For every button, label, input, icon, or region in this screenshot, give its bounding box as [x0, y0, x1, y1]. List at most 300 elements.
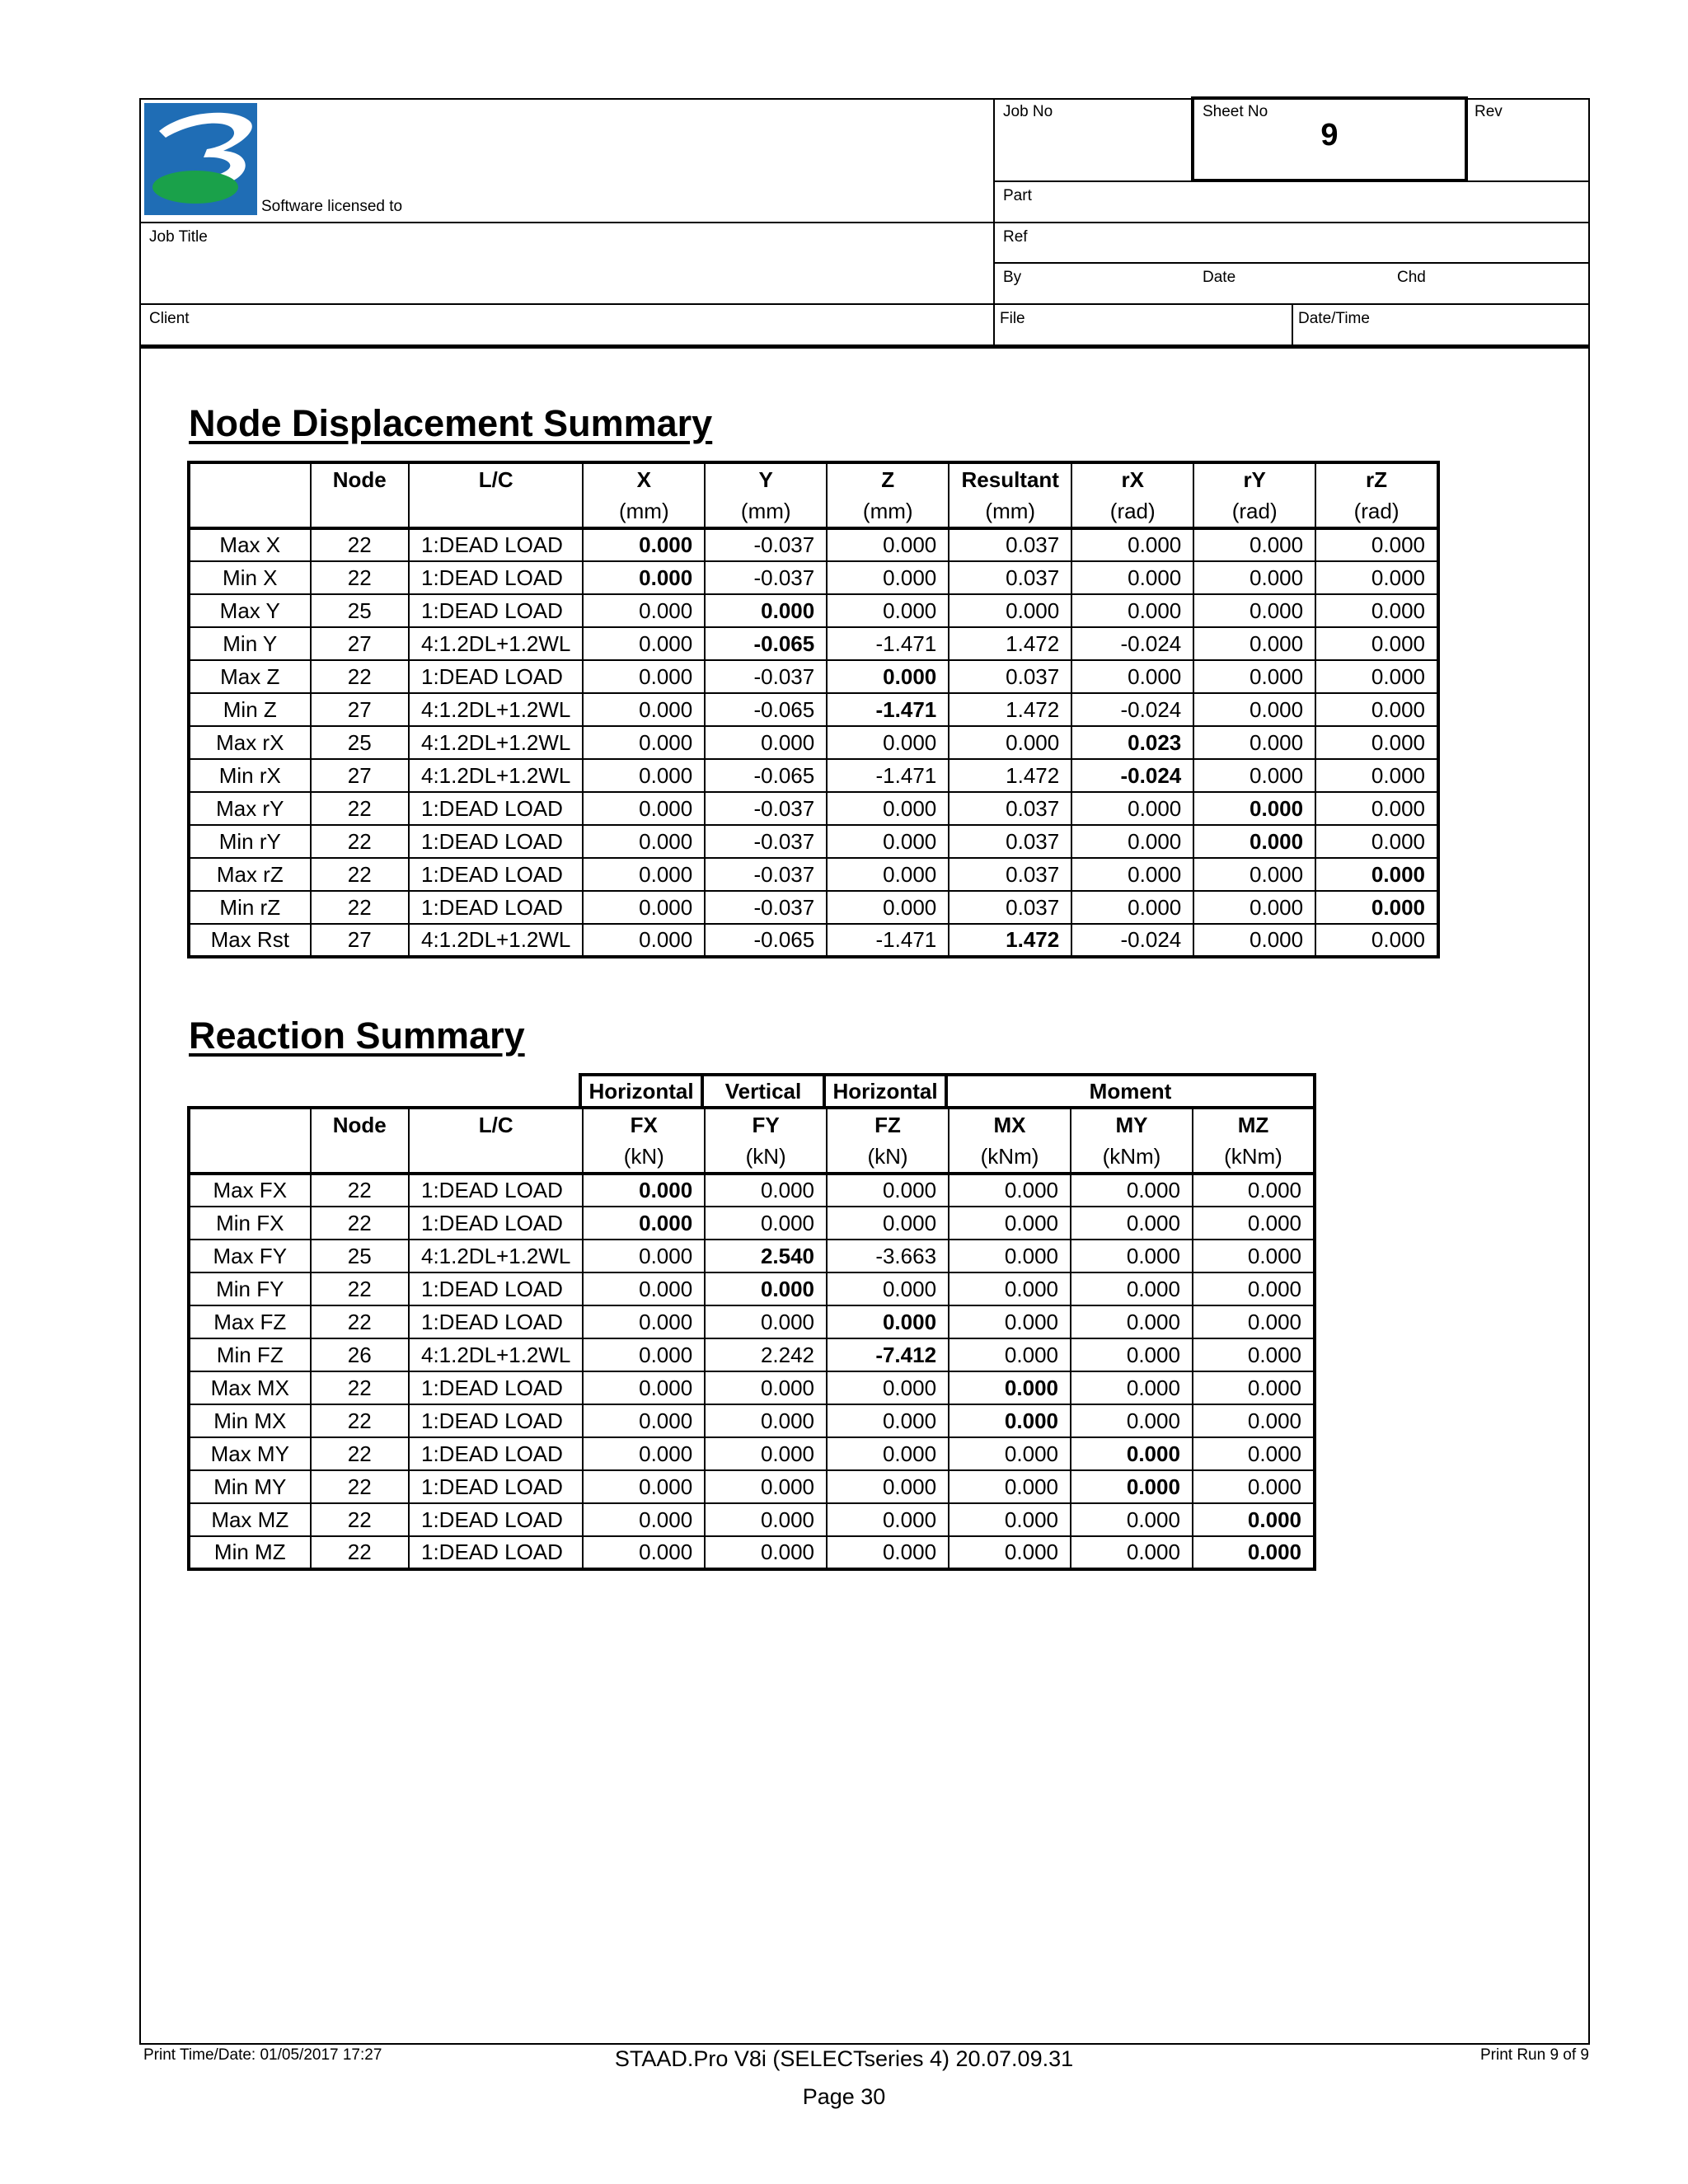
value-cell: 0.037 [949, 792, 1071, 825]
group-moment: Moment [945, 1073, 1316, 1106]
units-blank [189, 495, 311, 528]
datetime-cell [1292, 303, 1590, 346]
sheet-no-label: Sheet No [1203, 103, 1268, 120]
value-cell: 1.472 [949, 693, 1071, 726]
value-cell: 0.000 [827, 1470, 949, 1503]
value-cell: 0.000 [705, 1470, 827, 1503]
title-block [139, 98, 1590, 348]
sheet-number: 9 [1320, 118, 1339, 152]
value-cell: 0.000 [1071, 1536, 1193, 1569]
date-label: Date [1203, 269, 1236, 286]
value-cell: 0.000 [827, 1305, 949, 1338]
value-cell: 0.000 [1071, 1240, 1193, 1272]
value-cell: 0.000 [1193, 1404, 1315, 1437]
value-cell: 0.000 [1193, 1207, 1315, 1240]
value-cell: 0.000 [827, 594, 949, 627]
job-no-label: Job No [1003, 103, 1053, 120]
value-cell: 0.000 [827, 858, 949, 891]
node-cell: 25 [311, 726, 409, 759]
value-cell: 0.000 [1315, 726, 1438, 759]
column-header: FY [705, 1108, 827, 1141]
column-unit: (kN) [583, 1141, 705, 1174]
table-row [189, 792, 1438, 825]
node-cell: 27 [311, 924, 409, 957]
load-case-cell: 1:DEAD LOAD [409, 1470, 583, 1503]
value-cell: 0.000 [583, 792, 705, 825]
value-cell: 0.000 [583, 1470, 705, 1503]
value-cell: 0.000 [1071, 1404, 1193, 1437]
value-cell: 0.000 [705, 1437, 827, 1470]
value-cell: 0.000 [1315, 792, 1438, 825]
value-cell: 0.000 [705, 1272, 827, 1305]
value-cell: 0.000 [705, 1174, 827, 1207]
value-cell: -1.471 [827, 924, 949, 957]
value-cell: 0.000 [583, 858, 705, 891]
column-header: MX [949, 1108, 1071, 1141]
value-cell: 0.000 [827, 528, 949, 561]
value-cell: 0.000 [1193, 1536, 1315, 1569]
value-cell: 0.000 [705, 1404, 827, 1437]
table-row [189, 1272, 1315, 1305]
chd-label: Chd [1397, 269, 1426, 286]
value-cell: 0.000 [949, 1470, 1071, 1503]
column-unit: (kNm) [1071, 1141, 1193, 1174]
row-label: Max rX [189, 726, 311, 759]
value-cell: 0.000 [827, 825, 949, 858]
ref-cell [993, 222, 1590, 264]
value-cell: 2.540 [705, 1240, 827, 1272]
client-label: Client [149, 310, 190, 327]
value-cell: 0.000 [1315, 561, 1438, 594]
header-row [189, 1108, 1315, 1141]
value-cell: 0.000 [1193, 792, 1315, 825]
load-case-cell: 1:DEAD LOAD [409, 858, 583, 891]
value-cell: 0.000 [949, 594, 1071, 627]
value-cell: 0.000 [705, 594, 827, 627]
load-case-cell: 1:DEAD LOAD [409, 1305, 583, 1338]
value-cell: 0.000 [949, 1404, 1071, 1437]
load-case-cell: 4:1.2DL+1.2WL [409, 693, 583, 726]
value-cell: 0.000 [949, 1503, 1071, 1536]
value-cell: 0.037 [949, 858, 1071, 891]
value-cell: 0.000 [1193, 1305, 1315, 1338]
value-cell: 0.000 [1193, 726, 1315, 759]
column-unit [311, 495, 409, 528]
load-case-cell: 1:DEAD LOAD [409, 792, 583, 825]
part-label: Part [1003, 187, 1032, 204]
load-case-cell: 1:DEAD LOAD [409, 594, 583, 627]
node-cell: 25 [311, 594, 409, 627]
load-case-cell: 1:DEAD LOAD [409, 1272, 583, 1305]
units-row [189, 495, 1438, 528]
row-label: Max Rst [189, 924, 311, 957]
load-case-cell: 1:DEAD LOAD [409, 891, 583, 924]
value-cell: 0.000 [1071, 1174, 1193, 1207]
node-cell: 22 [311, 825, 409, 858]
column-unit: (mm) [827, 495, 949, 528]
load-case-cell: 1:DEAD LOAD [409, 660, 583, 693]
row-label: Min MZ [189, 1536, 311, 1569]
table-row [189, 924, 1438, 957]
value-cell: 0.000 [583, 1305, 705, 1338]
value-cell: 0.000 [827, 561, 949, 594]
value-cell: 0.000 [1193, 1371, 1315, 1404]
value-cell: 0.000 [827, 1207, 949, 1240]
file-label: File [1000, 310, 1025, 327]
node-cell: 22 [311, 660, 409, 693]
value-cell: 0.000 [1193, 825, 1315, 858]
datetime-label: Date/Time [1298, 310, 1370, 327]
row-label: Min rX [189, 759, 311, 792]
value-cell: 0.000 [583, 1207, 705, 1240]
value-cell: 0.000 [1071, 1338, 1193, 1371]
column-header: L/C [409, 462, 583, 495]
load-case-cell: 4:1.2DL+1.2WL [409, 924, 583, 957]
table-row [189, 1371, 1315, 1404]
row-label: Min rZ [189, 891, 311, 924]
value-cell: 0.000 [827, 1371, 949, 1404]
value-cell: 0.000 [583, 1338, 705, 1371]
column-unit: (rad) [1193, 495, 1315, 528]
value-cell: 0.000 [583, 891, 705, 924]
row-label: Max FX [189, 1174, 311, 1207]
table-row [189, 858, 1438, 891]
value-cell: 0.037 [949, 561, 1071, 594]
node-cell: 22 [311, 891, 409, 924]
table-row [189, 1437, 1315, 1470]
value-cell: 0.000 [705, 1503, 827, 1536]
value-cell: -0.037 [705, 792, 827, 825]
column-header: Node [311, 462, 409, 495]
value-cell: 0.000 [1315, 825, 1438, 858]
value-cell: 0.000 [1315, 759, 1438, 792]
value-cell: -0.037 [705, 660, 827, 693]
load-case-cell: 1:DEAD LOAD [409, 1437, 583, 1470]
value-cell: 0.000 [583, 1240, 705, 1272]
row-label: Max FY [189, 1240, 311, 1272]
row-label: Min Y [189, 627, 311, 660]
value-cell: 0.000 [949, 1536, 1071, 1569]
column-unit: (mm) [583, 495, 705, 528]
header-row [189, 462, 1438, 495]
load-case-cell: 1:DEAD LOAD [409, 528, 583, 561]
value-cell: 2.242 [705, 1338, 827, 1371]
value-cell: 0.037 [949, 825, 1071, 858]
table-row [189, 1240, 1315, 1272]
value-cell: 1.472 [949, 627, 1071, 660]
value-cell: 0.000 [949, 726, 1071, 759]
ref-label: Ref [1003, 228, 1028, 246]
row-label: Min X [189, 561, 311, 594]
value-cell: 0.000 [949, 1338, 1071, 1371]
value-cell: 0.000 [949, 1437, 1071, 1470]
column-header: Y [705, 462, 827, 495]
column-header: MY [1071, 1108, 1193, 1141]
row-label: Max Z [189, 660, 311, 693]
value-cell: 0.000 [1315, 528, 1438, 561]
node-displacement-table [187, 461, 1440, 958]
node-cell: 26 [311, 1338, 409, 1371]
column-unit: (mm) [949, 495, 1071, 528]
value-cell: 0.000 [583, 924, 705, 957]
value-cell: 0.000 [1315, 693, 1438, 726]
value-cell: 0.000 [1071, 1470, 1193, 1503]
column-header: rZ [1315, 462, 1438, 495]
column-unit: (mm) [705, 495, 827, 528]
value-cell: 0.000 [1193, 891, 1315, 924]
load-case-cell: 1:DEAD LOAD [409, 1503, 583, 1536]
column-header: rY [1193, 462, 1315, 495]
value-cell: 0.000 [1193, 561, 1315, 594]
value-cell: 0.000 [583, 1404, 705, 1437]
job-title-label: Job Title [149, 228, 208, 246]
value-cell: 0.000 [1193, 627, 1315, 660]
value-cell: -0.024 [1071, 627, 1193, 660]
column-unit: (kNm) [949, 1141, 1071, 1174]
value-cell: -7.412 [827, 1338, 949, 1371]
load-case-cell: 4:1.2DL+1.2WL [409, 1240, 583, 1272]
value-cell: -1.471 [827, 693, 949, 726]
value-cell: 0.000 [1071, 1305, 1193, 1338]
node-cell: 22 [311, 1470, 409, 1503]
node-cell: 27 [311, 759, 409, 792]
node-cell: 22 [311, 858, 409, 891]
value-cell: 0.000 [1315, 627, 1438, 660]
load-case-cell: 4:1.2DL+1.2WL [409, 726, 583, 759]
value-cell: 0.000 [705, 1371, 827, 1404]
rev-label: Rev [1475, 103, 1503, 120]
value-cell: 0.000 [1193, 759, 1315, 792]
value-cell: 0.000 [583, 528, 705, 561]
value-cell: 0.000 [583, 1536, 705, 1569]
reaction-table [187, 1106, 1316, 1571]
column-header: Resultant [949, 462, 1071, 495]
value-cell: 0.000 [1193, 1338, 1315, 1371]
value-cell: 0.000 [1193, 1503, 1315, 1536]
column-unit: (kNm) [1193, 1141, 1315, 1174]
value-cell: 0.000 [1071, 594, 1193, 627]
value-cell: 0.000 [827, 726, 949, 759]
value-cell: 0.000 [583, 1272, 705, 1305]
page-frame [139, 98, 1590, 2045]
value-cell: 0.000 [1071, 1503, 1193, 1536]
column-header: FZ [827, 1108, 949, 1141]
value-cell: -0.037 [705, 858, 827, 891]
load-case-cell: 4:1.2DL+1.2WL [409, 627, 583, 660]
value-cell: 0.037 [949, 528, 1071, 561]
value-cell: -0.037 [705, 891, 827, 924]
column-header: X [583, 462, 705, 495]
software-licensed-label: Software licensed to [261, 198, 403, 215]
node-cell: 22 [311, 792, 409, 825]
value-cell: 0.000 [827, 1503, 949, 1536]
node-cell: 22 [311, 1371, 409, 1404]
value-cell: 0.000 [949, 1371, 1071, 1404]
logo-cell [139, 98, 995, 223]
value-cell: 0.000 [1315, 891, 1438, 924]
value-cell: 0.000 [827, 1536, 949, 1569]
column-unit: (rad) [1071, 495, 1193, 528]
row-label: Min rY [189, 825, 311, 858]
value-cell: -0.037 [705, 561, 827, 594]
node-cell: 22 [311, 528, 409, 561]
column-unit [409, 1141, 583, 1174]
value-cell: 0.000 [1071, 858, 1193, 891]
load-case-cell: 1:DEAD LOAD [409, 1174, 583, 1207]
part-cell [993, 180, 1590, 223]
load-case-cell: 1:DEAD LOAD [409, 1536, 583, 1569]
by-label: By [1003, 269, 1022, 286]
value-cell: 0.000 [1193, 660, 1315, 693]
value-cell: 0.000 [1071, 528, 1193, 561]
row-label: Max FZ [189, 1305, 311, 1338]
value-cell: 0.000 [949, 1305, 1071, 1338]
value-cell: 0.000 [705, 1207, 827, 1240]
row-label: Max rZ [189, 858, 311, 891]
table-row [189, 660, 1438, 693]
value-cell: 0.000 [827, 891, 949, 924]
value-cell: 0.000 [705, 726, 827, 759]
header-blank [189, 1108, 311, 1141]
value-cell: 0.000 [1193, 528, 1315, 561]
value-cell: 0.000 [827, 1437, 949, 1470]
print-run: Print Run 9 of 9 [1479, 2046, 1589, 2064]
group-vertical-fy: Vertical [701, 1073, 826, 1106]
row-label: Max X [189, 528, 311, 561]
value-cell: 0.000 [1193, 924, 1315, 957]
node-cell: 22 [311, 1404, 409, 1437]
node-cell: 22 [311, 1503, 409, 1536]
value-cell: 0.000 [1071, 1371, 1193, 1404]
row-label: Min FY [189, 1272, 311, 1305]
column-unit: (rad) [1315, 495, 1438, 528]
value-cell: 0.000 [827, 1174, 949, 1207]
column-header: Z [827, 462, 949, 495]
value-cell: 0.000 [827, 792, 949, 825]
value-cell: 0.000 [1315, 594, 1438, 627]
node-cell: 27 [311, 693, 409, 726]
row-label: Max MY [189, 1437, 311, 1470]
value-cell: -0.024 [1071, 693, 1193, 726]
value-cell: 0.000 [1315, 858, 1438, 891]
value-cell: -1.471 [827, 627, 949, 660]
value-cell: 0.000 [1071, 825, 1193, 858]
column-unit: (kN) [827, 1141, 949, 1174]
value-cell: 0.000 [1315, 924, 1438, 957]
value-cell: 0.000 [949, 1272, 1071, 1305]
units-row [189, 1141, 1315, 1174]
value-cell: -3.663 [827, 1240, 949, 1272]
node-cell: 22 [311, 1305, 409, 1338]
sheet-no-box [1191, 96, 1468, 182]
table-row [189, 1207, 1315, 1240]
header-blank [189, 462, 311, 495]
table-row [189, 1470, 1315, 1503]
column-header: rX [1071, 462, 1193, 495]
node-cell: 22 [311, 1437, 409, 1470]
value-cell: 0.000 [827, 1404, 949, 1437]
load-case-cell: 1:DEAD LOAD [409, 1371, 583, 1404]
table-row [189, 759, 1438, 792]
units-blank [189, 1141, 311, 1174]
column-header: FX [583, 1108, 705, 1141]
value-cell: 0.000 [583, 1174, 705, 1207]
node-cell: 22 [311, 1174, 409, 1207]
value-cell: 0.000 [583, 627, 705, 660]
row-label: Min FX [189, 1207, 311, 1240]
column-unit: (kN) [705, 1141, 827, 1174]
value-cell: -0.037 [705, 825, 827, 858]
value-cell: 0.037 [949, 660, 1071, 693]
value-cell: 0.000 [1071, 561, 1193, 594]
table-row [189, 693, 1438, 726]
value-cell: -0.065 [705, 693, 827, 726]
column-header: MZ [1193, 1108, 1315, 1141]
value-cell: 0.000 [1193, 1437, 1315, 1470]
table-row [189, 1174, 1315, 1207]
node-cell: 22 [311, 1207, 409, 1240]
value-cell: 0.000 [583, 594, 705, 627]
load-case-cell: 1:DEAD LOAD [409, 1404, 583, 1437]
group-horizontal-fx: Horizontal [579, 1073, 704, 1106]
file-cell [993, 303, 1293, 346]
row-label: Min MX [189, 1404, 311, 1437]
by-date-chd-cell [993, 262, 1590, 305]
value-cell: 0.000 [1193, 1240, 1315, 1272]
load-case-cell: 1:DEAD LOAD [409, 1207, 583, 1240]
row-label: Min FZ [189, 1338, 311, 1371]
page-number: Page 30 [802, 2084, 886, 2109]
rev-cell [1466, 98, 1590, 182]
table-row [189, 1536, 1315, 1569]
value-cell: 0.000 [1315, 660, 1438, 693]
value-cell: -1.471 [827, 759, 949, 792]
row-label: Max Y [189, 594, 311, 627]
value-cell: 0.000 [1071, 1437, 1193, 1470]
value-cell: 0.000 [949, 1207, 1071, 1240]
value-cell: 0.000 [705, 1305, 827, 1338]
table-row [189, 627, 1438, 660]
column-header: L/C [409, 1108, 583, 1141]
table-row [189, 561, 1438, 594]
print-time: Print Time/Date: 01/05/2017 17:27 [143, 2046, 382, 2064]
value-cell: 0.000 [583, 660, 705, 693]
value-cell: 0.000 [827, 1272, 949, 1305]
node-cell: 22 [311, 1536, 409, 1569]
table-row [189, 825, 1438, 858]
column-unit [409, 495, 583, 528]
job-no-cell [993, 98, 1194, 182]
value-cell: -0.037 [705, 528, 827, 561]
value-cell: 0.000 [1071, 891, 1193, 924]
load-case-cell: 4:1.2DL+1.2WL [409, 759, 583, 792]
value-cell: 0.000 [705, 1536, 827, 1569]
value-cell: 0.000 [1193, 858, 1315, 891]
row-label: Max MX [189, 1371, 311, 1404]
value-cell: 0.000 [583, 1371, 705, 1404]
node-cell: 22 [311, 561, 409, 594]
value-cell: -0.065 [705, 924, 827, 957]
header-rule [139, 344, 1590, 349]
node-displacement-title: Node Displacement Summary [189, 402, 713, 444]
table-row [189, 528, 1438, 561]
row-label: Max rY [189, 792, 311, 825]
table-row [189, 726, 1438, 759]
client-cell [139, 303, 995, 346]
job-title-cell [139, 222, 995, 305]
value-cell: 0.000 [1071, 792, 1193, 825]
value-cell: 0.000 [1193, 693, 1315, 726]
